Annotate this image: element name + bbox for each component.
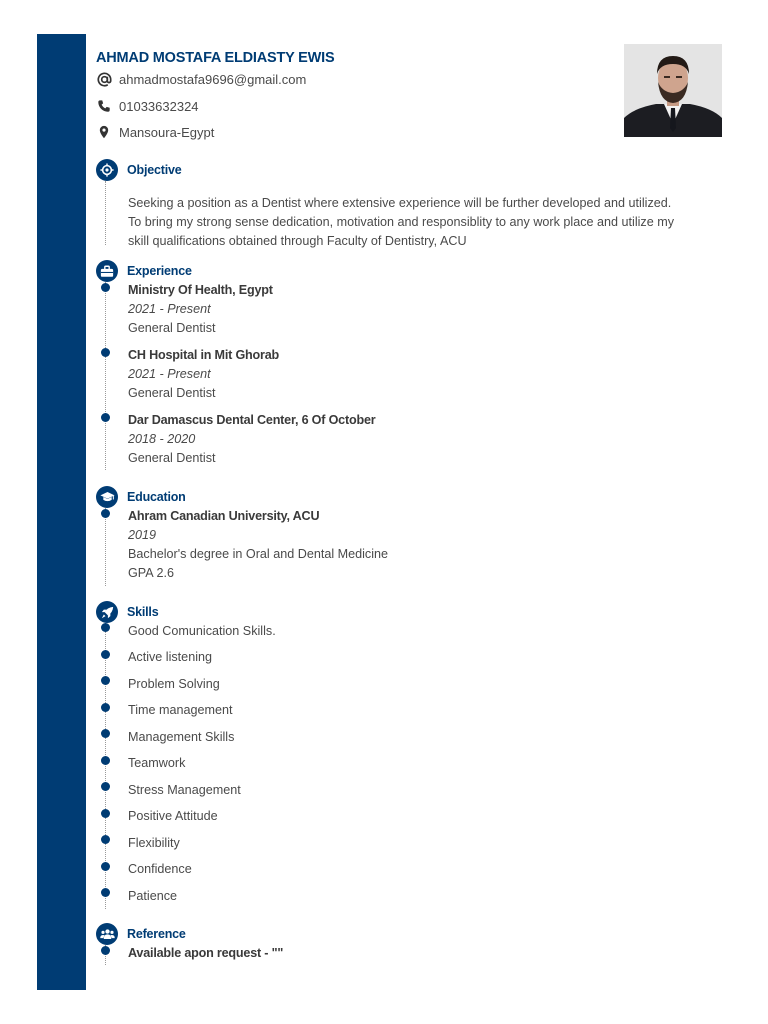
timeline-dot (101, 862, 110, 871)
timeline-dot (101, 946, 110, 955)
education-gpa: GPA 2.6 (128, 566, 174, 580)
experience-dates: 2018 - 2020 (128, 432, 196, 446)
skill-item: Active listening (128, 650, 212, 664)
skill-item: Management Skills (128, 730, 235, 744)
phone-icon (96, 98, 112, 114)
timeline-dot (101, 413, 110, 422)
objective-line: To bring my strong sense dedication, motivation and responsiblity to any work place and utilize my (128, 215, 675, 229)
experience-dates: 2021 - Present (128, 302, 211, 316)
location-text: Mansoura-Egypt (119, 124, 215, 140)
education-header (96, 486, 186, 508)
experience-org: Ministry Of Health, Egypt (128, 283, 273, 297)
experience-org: Dar Damascus Dental Center, 6 Of October (128, 413, 376, 427)
section-title: Experience (127, 264, 192, 278)
email-row (96, 71, 306, 87)
timeline-dot (101, 650, 110, 659)
education-section (96, 486, 736, 588)
timeline-line (105, 181, 106, 245)
reference-section (96, 923, 736, 967)
experience-dates: 2021 - Present (128, 367, 211, 381)
education-degree: Bachelor's degree in Oral and Dental Medicine (128, 547, 389, 561)
skills-header (96, 601, 158, 623)
timeline-dot (101, 283, 110, 292)
objective-section (96, 159, 736, 249)
sidebar-band (37, 34, 86, 990)
timeline-dot (101, 729, 110, 738)
timeline-dot (101, 703, 110, 712)
phone-text: 01033632324 (119, 98, 199, 114)
timeline-dot (101, 676, 110, 685)
experience-role: General Dentist (128, 451, 216, 465)
timeline-line (105, 282, 106, 470)
education-year: 2019 (128, 528, 157, 542)
section-title: Objective (127, 163, 182, 177)
timeline-dot (101, 756, 110, 765)
crosshair-icon (96, 159, 118, 181)
resume-header (96, 50, 335, 140)
timeline-dot (101, 809, 110, 818)
timeline-dot (101, 888, 110, 897)
objective-line: skill qualifications obtained through Faculty of Dentistry, ACU (128, 234, 467, 248)
timeline-line (105, 508, 106, 586)
skill-item: Time management (128, 703, 233, 717)
map-pin-icon (96, 124, 112, 140)
graduation-cap-icon (96, 486, 118, 508)
objective-header (96, 159, 181, 181)
timeline-dot (101, 782, 110, 791)
phone-row (96, 98, 199, 114)
experience-org: CH Hospital in Mit Ghorab (128, 348, 280, 362)
timeline-dot (101, 509, 110, 518)
reference-text: Available apon request - "" (128, 946, 284, 960)
section-title: Skills (127, 605, 159, 619)
skill-item: Good Comunication Skills. (128, 624, 276, 638)
timeline-dot (101, 348, 110, 357)
objective-line: Seeking a position as a Dentist where extensive experience will be further developed and utilized. (128, 196, 672, 210)
experience-header (96, 260, 192, 282)
email-text[interactable]: ahmadmostafa9696@gmail.com (119, 71, 307, 87)
profile-photo (624, 44, 722, 137)
rocket-icon (96, 601, 118, 623)
timeline-dot (101, 835, 110, 844)
objective-text (128, 194, 728, 251)
timeline-dot (101, 623, 110, 632)
skill-item: Flexibility (128, 836, 180, 850)
users-icon (96, 923, 118, 945)
briefcase-icon (96, 260, 118, 282)
section-title: Education (127, 490, 186, 504)
skill-item: Stress Management (128, 783, 241, 797)
section-title: Reference (127, 927, 186, 941)
skill-item: Confidence (128, 862, 192, 876)
experience-section (96, 260, 736, 472)
skill-item: Problem Solving (128, 677, 220, 691)
education-school: Ahram Canadian University, ACU (128, 509, 320, 523)
full-name: AHMAD MOSTAFA ELDIASTY EWIS (96, 50, 335, 66)
experience-role: General Dentist (128, 386, 216, 400)
skills-section (96, 601, 736, 911)
at-sign-icon (96, 71, 112, 87)
skill-item: Patience (128, 889, 178, 903)
location-row (96, 124, 214, 140)
skill-item: Teamwork (128, 756, 186, 770)
experience-role: General Dentist (128, 321, 216, 335)
reference-header (96, 923, 186, 945)
skill-item: Positive Attitude (128, 809, 218, 823)
